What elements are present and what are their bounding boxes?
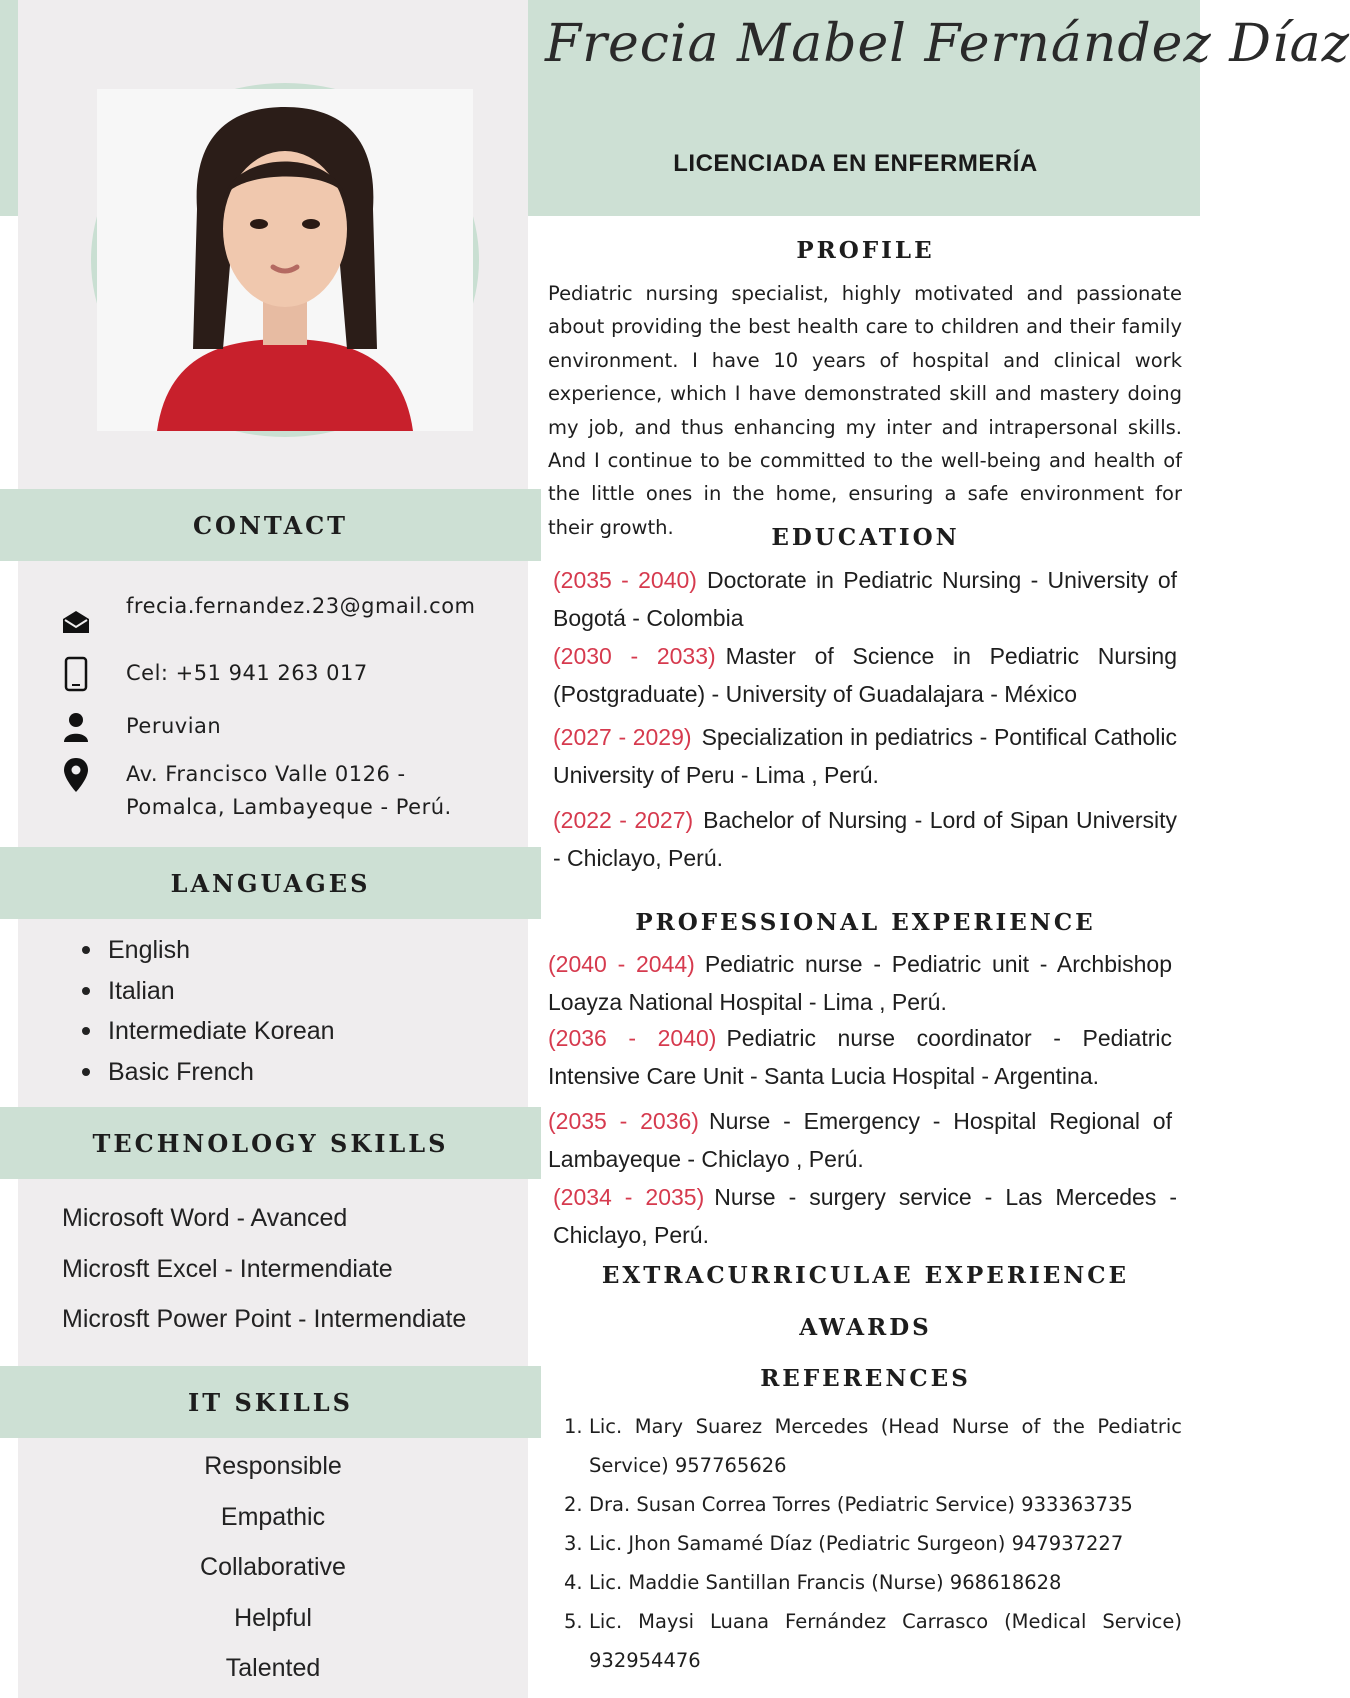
candidate-name: Frecia Mabel Fernández Díaz xyxy=(545,14,1350,74)
reference-text: Lic. Maddie Santillan Francis (Nurse) 968618628 xyxy=(589,1571,1062,1594)
contact-address xyxy=(126,758,452,824)
decorative-edge xyxy=(0,0,18,216)
contact-heading-band xyxy=(0,489,541,561)
it-skill-item: Helpful xyxy=(234,1603,312,1632)
entry-text: Pediatric nurse - Pediatric unit - Archbishop Loayza National Hospital - Lima , Perú. xyxy=(548,951,1172,1015)
contact-heading: CONTACT xyxy=(192,510,349,540)
reference-item xyxy=(566,1563,1182,1602)
address-line-2: Pomalca, Lambayeque - Perú. xyxy=(126,795,452,819)
entry-text: Bachelor of Nursing - Lord of Sipan University - Chiclayo, Perú. xyxy=(553,807,1177,871)
experience-entry xyxy=(553,1178,1177,1254)
experience-entry xyxy=(548,1019,1172,1095)
technology-heading: TECHNOLOGY SKILLS xyxy=(92,1128,449,1158)
contact-nationality: Peruvian xyxy=(126,714,222,738)
entry-text: Master of Science in Pediatric Nursing (Postgraduate) - University of Guadalajara - México xyxy=(553,643,1177,707)
contact-phone[interactable]: Cel: +51 941 263 017 xyxy=(126,661,368,685)
contact-phone-row xyxy=(56,657,486,691)
phone-icon xyxy=(56,657,96,691)
languages-heading-band xyxy=(0,847,541,919)
entry-years: (2040 - 2044) xyxy=(548,951,695,977)
it-skill-item: Talented xyxy=(225,1654,321,1682)
languages-heading: LANGUAGES xyxy=(170,868,371,898)
reference-text: Lic. Maysi Luana Fernández Carrasco (Medical Service) 932954476 xyxy=(589,1610,1182,1672)
reference-text: Dra. Susan Correa Torres (Pediatric Service) 933363735 xyxy=(589,1493,1133,1516)
profile-photo xyxy=(91,83,479,437)
entry-years: (2035 - 2036) xyxy=(548,1108,699,1134)
education-entry xyxy=(553,801,1177,877)
reference-number: 5. xyxy=(564,1610,583,1633)
address-line-1: Av. Francisco Valle 0126 - xyxy=(126,762,406,786)
it-skills-heading-band xyxy=(0,1366,541,1438)
language-item: Basic French xyxy=(82,1052,335,1093)
education-entry xyxy=(553,718,1177,794)
location-pin-icon xyxy=(56,758,96,792)
language-item: Italian xyxy=(82,971,335,1012)
reference-text: Lic. Jhon Samamé Díaz (Pediatric Surgeon) 947937227 xyxy=(589,1532,1124,1555)
references-list xyxy=(566,1407,1182,1680)
education-entry xyxy=(553,637,1177,713)
profile-heading: PROFILE xyxy=(796,237,935,264)
entry-text: Nurse - surgery service - Las Mercedes - Chiclayo, Perú. xyxy=(553,1184,1177,1248)
it-skill-item: Collaborative xyxy=(200,1553,346,1581)
technology-item: Microsft Power Point - Intermendiate xyxy=(62,1305,467,1333)
entry-years: (2022 - 2027) xyxy=(553,807,694,833)
profile-text: Pediatric nursing specialist, highly motivated and passionate about providing the best health care to children and their family environment. I have 10 years of hospital and clinical work experience, which I have demonstrated skill and mastery doing my job, and thus enhancing my inter and intrapersonal skills. And I continue to be committed to the well-being and health of the little ones in the home, ensuring a safe environment for their growth. xyxy=(548,282,1182,539)
entry-years: (2036 - 2040) xyxy=(548,1025,717,1051)
it-skill-item: Responsible xyxy=(204,1452,342,1480)
languages-list xyxy=(82,930,335,1092)
entry-text: Specialization in pediatrics - Pontifical Catholic University of Peru - Lima , Perú. xyxy=(553,724,1177,788)
language-item: Intermediate Korean xyxy=(82,1011,335,1052)
entry-text: Doctorate in Pediatric Nursing - University of Bogotá - Colombia xyxy=(553,567,1178,631)
contact-nationality-row xyxy=(56,710,486,744)
experience-heading: PROFESSIONAL EXPERIENCE xyxy=(635,909,1096,936)
reference-item xyxy=(566,1524,1182,1563)
reference-item xyxy=(566,1485,1182,1524)
extracurricular-heading: EXTRACURRICULAE EXPERIENCE xyxy=(601,1262,1130,1289)
technology-item: Microsft Excel - Intermendiate xyxy=(62,1254,393,1283)
references-heading: REFERENCES xyxy=(760,1365,971,1392)
experience-entry xyxy=(548,945,1172,1021)
it-skills-heading: IT SKILLS xyxy=(188,1387,353,1417)
technology-heading-band xyxy=(0,1107,541,1179)
technology-item: Microsoft Word - Avanced xyxy=(62,1204,348,1232)
it-skill-item: Empathic xyxy=(220,1502,326,1531)
contact-email-row xyxy=(56,590,486,639)
contact-address-row xyxy=(56,758,486,824)
reference-item xyxy=(566,1602,1182,1680)
reference-number: 1. xyxy=(564,1415,583,1438)
technology-list xyxy=(62,1193,466,1345)
entry-years: (2027 - 2029) xyxy=(553,724,692,750)
language-item: English xyxy=(82,930,335,971)
email-icon xyxy=(56,605,96,639)
entry-years: (2034 - 2035) xyxy=(553,1184,705,1210)
it-skills-list xyxy=(18,1441,528,1694)
entry-text: Pediatric nurse coordinator - Pediatric Intensive Care Unit - Santa Lucia Hospital - Argentina. xyxy=(548,1025,1172,1089)
person-icon xyxy=(56,710,96,744)
contact-email[interactable]: frecia.fernandez.23@gmail.com xyxy=(126,594,476,618)
education-heading: EDUCATION xyxy=(771,524,960,551)
entry-text: Nurse - Emergency - Hospital Regional of Lambayeque - Chiclayo , Perú. xyxy=(548,1108,1172,1172)
reference-text: Lic. Mary Suarez Mercedes (Head Nurse of the Pediatric Service) 957765626 xyxy=(589,1415,1182,1477)
reference-item xyxy=(566,1407,1182,1485)
awards-heading: AWARDS xyxy=(799,1314,932,1341)
entry-years: (2030 - 2033) xyxy=(553,643,716,669)
reference-number: 4. xyxy=(564,1571,583,1594)
entry-years: (2035 - 2040) xyxy=(553,567,697,593)
experience-entry xyxy=(548,1102,1172,1178)
reference-number: 3. xyxy=(564,1532,583,1555)
reference-number: 2. xyxy=(564,1493,583,1516)
job-title: LICENCIADA EN ENFERMERÍA xyxy=(673,150,1038,177)
education-entry xyxy=(553,561,1177,637)
